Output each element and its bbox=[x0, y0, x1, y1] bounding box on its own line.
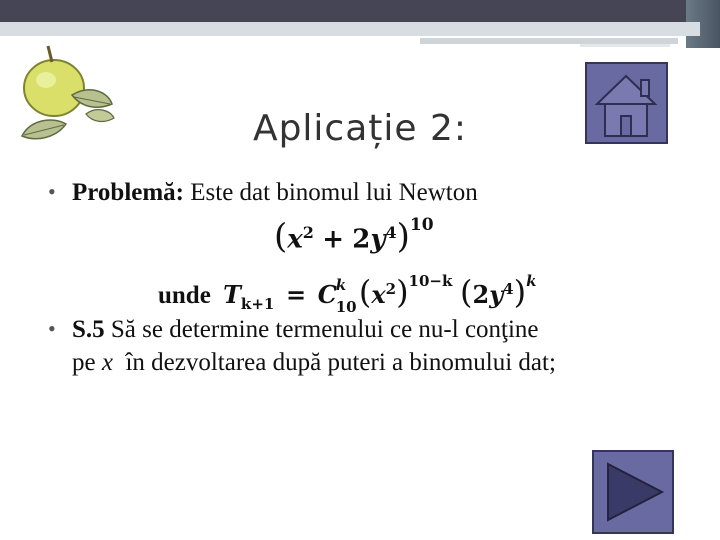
bullet-dot: • bbox=[48, 179, 56, 204]
task-text-prefix: pe bbox=[72, 349, 102, 376]
general-term-formula: unde $T_{k+1} = C$ k 10 $(x^2)^{10-k}$ $(2y^4)^k$ bbox=[158, 274, 537, 319]
formula-C: C bbox=[317, 280, 337, 309]
problem-label: Problemă: bbox=[72, 179, 185, 206]
formula-y-exponent: 4 bbox=[503, 280, 514, 298]
task-variable: x bbox=[101, 349, 113, 376]
binomial-x-exponent: 2 bbox=[302, 223, 314, 242]
formula-y: y bbox=[489, 280, 504, 309]
header-stripe-tertiary bbox=[580, 44, 670, 47]
top-banner bbox=[0, 0, 720, 22]
binomial-expression: $(x^2 + 2y^4)^{10}$ bbox=[274, 215, 434, 257]
formula-x: x bbox=[371, 280, 386, 309]
formula-two: 2 bbox=[472, 280, 490, 309]
binomial-x: x bbox=[287, 224, 303, 255]
binomial-y: y bbox=[370, 224, 386, 255]
bullet-dot: • bbox=[48, 316, 56, 341]
problem-text: Este dat binomul lui Newton bbox=[190, 179, 478, 206]
binomial-plus: + bbox=[322, 224, 344, 255]
formula-C-subscript: 10 bbox=[335, 298, 357, 316]
formula-word: unde bbox=[158, 282, 211, 309]
formula-x-exponent: 2 bbox=[385, 280, 397, 298]
binomial-y-exponent: 4 bbox=[385, 223, 397, 242]
task-line-2 bbox=[72, 348, 556, 378]
binomial-power: 10 bbox=[409, 215, 434, 235]
next-slide-button[interactable] bbox=[592, 450, 674, 534]
play-next-icon bbox=[594, 452, 672, 532]
home-icon bbox=[587, 64, 666, 142]
formula-T: T bbox=[223, 280, 241, 309]
page-title: Aplicație 2: bbox=[252, 108, 468, 149]
formula-C-superscript: k bbox=[335, 276, 347, 294]
home-button[interactable] bbox=[585, 62, 668, 144]
formula-T-subscript: k+1 bbox=[240, 294, 275, 313]
formula-power-1: 10−k bbox=[408, 272, 453, 290]
header-stripe bbox=[0, 22, 700, 36]
binomial-coefficient: 2 bbox=[352, 224, 371, 255]
task-text-line-2: în dezvoltarea după puteri a binomului dat; bbox=[112, 349, 556, 376]
task-label: S.5 bbox=[72, 316, 105, 343]
formula-equals: = bbox=[285, 280, 307, 309]
task-text-line-1: Să se determine termenului ce nu-l conţine bbox=[110, 316, 539, 343]
formula-power-2: k bbox=[526, 272, 537, 290]
